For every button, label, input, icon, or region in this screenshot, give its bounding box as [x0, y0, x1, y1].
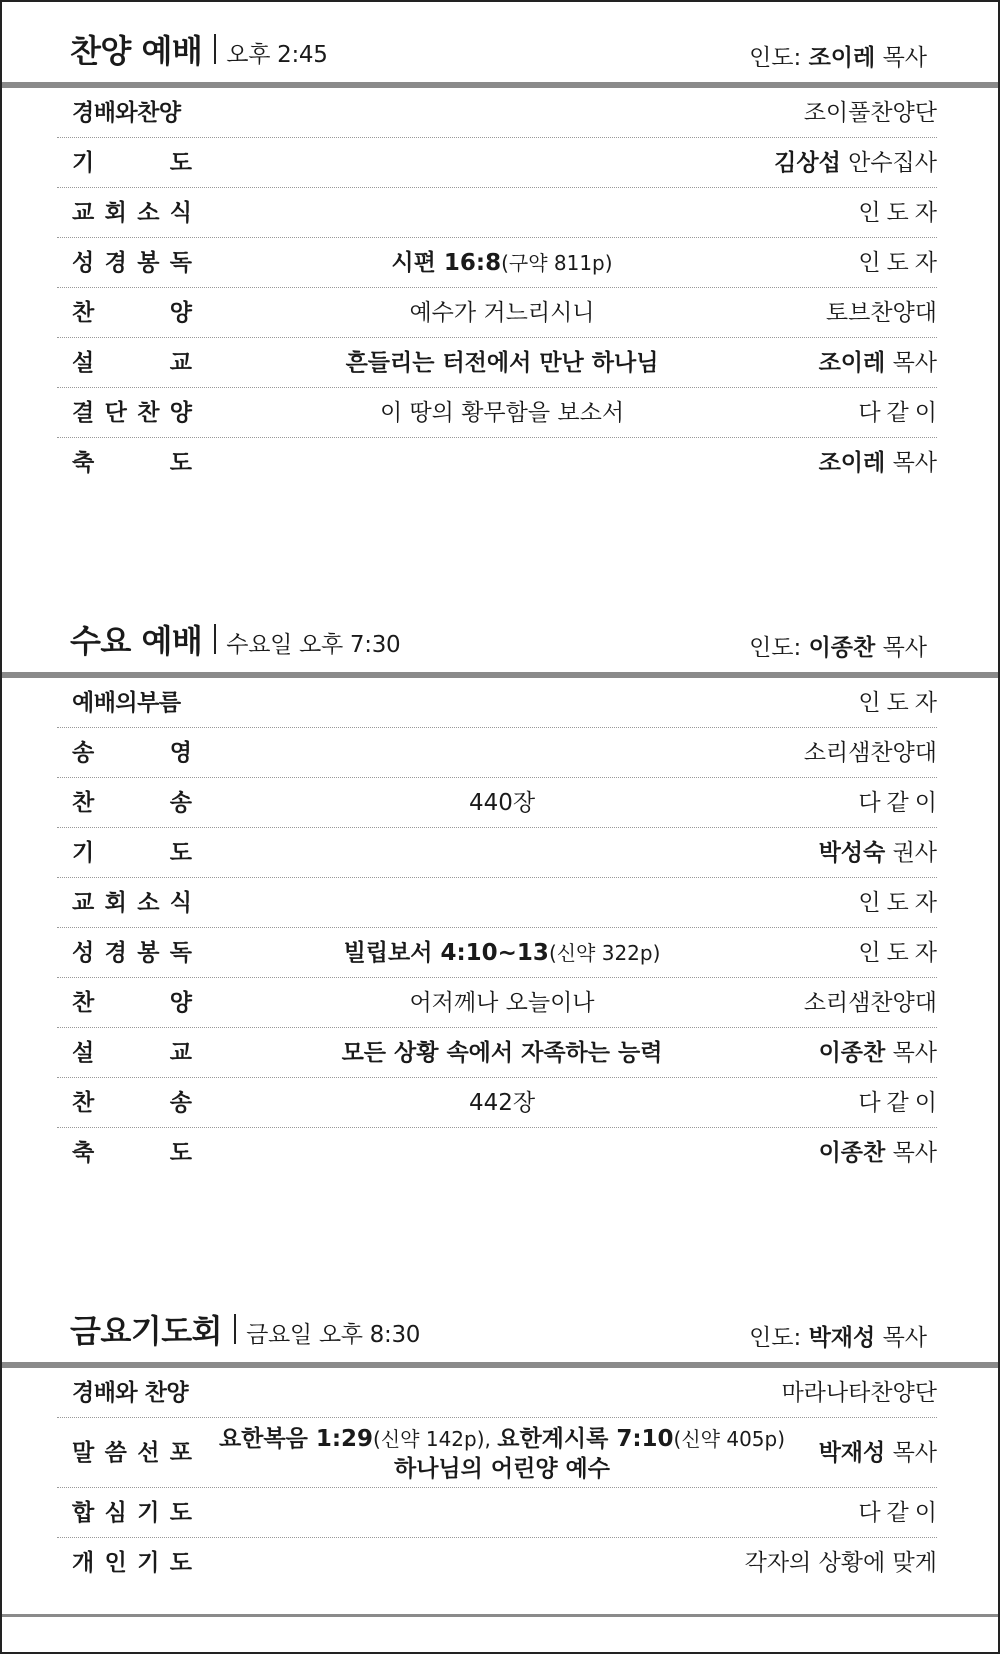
content-text: 예수가 거느리시니: [409, 300, 595, 326]
order-label: [72, 1488, 192, 1538]
label-char: 경: [104, 250, 127, 276]
section-leader: [749, 39, 927, 72]
order-content: [217, 288, 787, 338]
order-person: [858, 388, 943, 438]
order-list: [57, 88, 943, 488]
order-label: [72, 438, 192, 488]
leader-title: 목사: [882, 635, 927, 661]
order-row: [57, 728, 937, 778]
label-char: 포: [169, 1440, 192, 1466]
order-person: [774, 138, 937, 188]
order-person: [858, 778, 943, 828]
order-label: [72, 678, 192, 728]
page-bottom-line: [2, 1614, 1000, 1617]
order-list: [57, 678, 943, 1178]
section-time: 오후 2:45: [226, 42, 328, 68]
label-char: 찬: [72, 300, 95, 326]
order-row: [57, 928, 943, 978]
person-text: 각자의 상황에 맞게: [744, 1550, 937, 1576]
label-char: 양: [169, 300, 192, 326]
label-char: 송: [72, 740, 95, 766]
section-time: 수요일 오후 7:30: [226, 632, 401, 658]
order-content: [217, 878, 787, 928]
person-text: 조이풀찬양단: [803, 100, 937, 126]
label-char: 교: [72, 200, 95, 226]
person-title: 안수집사: [848, 150, 937, 176]
order-label: [72, 138, 192, 188]
label-char: 찬: [72, 790, 95, 816]
person-text: 인도자: [858, 690, 943, 716]
label-char: 도: [169, 1550, 192, 1576]
label-text: 경배와 찬양: [72, 1380, 189, 1406]
order-row: [57, 1028, 937, 1078]
label-char: 독: [169, 250, 192, 276]
person-title: 목사: [892, 1040, 937, 1066]
person-name: 박성숙: [818, 840, 886, 866]
order-label: [72, 88, 192, 138]
order-person: [819, 338, 937, 388]
title-divider: [214, 624, 216, 654]
label-char: 단: [104, 400, 127, 426]
order-person: [804, 88, 937, 138]
person-name: 김상섭: [774, 150, 841, 176]
person-text: 소리샘찬양대: [803, 740, 937, 766]
label-char: 심: [104, 1500, 127, 1526]
order-row: [57, 1418, 937, 1488]
order-person: [819, 1028, 937, 1078]
label-char: 소: [137, 890, 160, 916]
section-header: [2, 22, 1000, 82]
label-char: 교: [72, 890, 95, 916]
order-person: [858, 1078, 943, 1128]
content-text: 440장: [468, 790, 536, 816]
label-char: 기: [72, 150, 95, 176]
section-name: 수요 예배: [70, 622, 203, 660]
label-char: 영: [169, 740, 192, 766]
order-label: [72, 728, 192, 778]
label-char: 양: [169, 400, 192, 426]
order-content: [217, 828, 787, 878]
order-label: [72, 238, 192, 288]
label-char: 양: [169, 990, 192, 1016]
label-char: 인: [104, 1550, 127, 1576]
order-row: [57, 878, 943, 928]
section-time: 금요일 오후 8:30: [246, 1322, 421, 1348]
order-label: [72, 1078, 192, 1128]
person-text: 소리샘찬양대: [803, 990, 937, 1016]
content-text: 어저께나 오늘이나: [409, 990, 595, 1016]
order-content: [217, 1028, 787, 1078]
label-text: 예배의부름: [72, 690, 181, 716]
friday-prayer-section: [2, 1302, 1000, 1622]
wednesday-service-section: [2, 612, 1000, 1172]
order-person: [819, 1128, 937, 1178]
label-char: 개: [72, 1550, 95, 1576]
order-label: [72, 828, 192, 878]
label-char: 봉: [137, 940, 160, 966]
content-bold: 시편 16:8: [391, 250, 502, 276]
label-char: 독: [169, 940, 192, 966]
person-text: 마라나타찬양단: [781, 1380, 937, 1406]
title-divider: [214, 34, 216, 64]
sermon-title: 하나님의 어린양 예수: [394, 1456, 610, 1482]
person-text: 다같이: [858, 400, 943, 426]
leader-prefix: 인도:: [749, 1325, 802, 1351]
order-content: [217, 338, 787, 388]
title-divider: [234, 1314, 236, 1344]
person-text: 인도자: [858, 890, 943, 916]
order-content: [217, 88, 787, 138]
order-row: [57, 338, 937, 388]
order-row: [57, 288, 937, 338]
person-text: 다같이: [858, 790, 943, 816]
order-person: [826, 288, 937, 338]
order-content: [217, 1488, 787, 1538]
label-char: 회: [104, 890, 127, 916]
leader-name: 박재성: [808, 1325, 876, 1351]
order-row: [57, 1078, 943, 1128]
person-text: 인도자: [858, 250, 943, 276]
order-list: [57, 1368, 943, 1588]
label-char: 성: [72, 940, 95, 966]
order-person: [858, 928, 943, 978]
label-char: 송: [169, 1090, 192, 1116]
order-person: [804, 728, 937, 778]
leader-title: 목사: [882, 45, 927, 71]
person-title: 목사: [892, 450, 937, 476]
order-label: [72, 1418, 192, 1488]
label-char: 결: [72, 400, 95, 426]
order-content: [217, 238, 787, 288]
order-row: [57, 678, 943, 728]
label-char: 도: [169, 150, 192, 176]
order-label: [72, 978, 192, 1028]
section-leader: [749, 1319, 927, 1352]
order-content: [217, 678, 787, 728]
section-name: 금요기도회: [70, 1312, 223, 1350]
order-person: [858, 188, 943, 238]
order-content: [217, 438, 787, 488]
person-text: 인도자: [858, 200, 943, 226]
leader-prefix: 인도:: [749, 45, 802, 71]
label-char: 축: [72, 450, 95, 476]
label-char: 교: [169, 350, 192, 376]
person-text: 토브찬양대: [825, 300, 937, 326]
label-char: 식: [169, 890, 192, 916]
order-label: [72, 1128, 192, 1178]
order-row: [57, 1538, 937, 1588]
label-char: 성: [72, 250, 95, 276]
label-char: 말: [72, 1440, 95, 1466]
label-char: 찬: [72, 1090, 95, 1116]
order-label: [72, 288, 192, 338]
order-row: [57, 1128, 937, 1178]
order-content: [217, 1538, 787, 1588]
order-content: [217, 1368, 787, 1418]
order-content: [217, 928, 787, 978]
order-label: [72, 878, 192, 928]
leader-name: 이종찬: [808, 635, 876, 661]
section-leader: [749, 629, 927, 662]
order-row: [57, 1368, 937, 1418]
content-text: 442장: [468, 1090, 536, 1116]
label-char: 찬: [72, 990, 95, 1016]
person-title: 목사: [892, 1440, 937, 1466]
order-person: [858, 238, 943, 288]
order-label: [72, 928, 192, 978]
order-label: [72, 778, 192, 828]
label-char: 도: [169, 1140, 192, 1166]
label-char: 교: [169, 1040, 192, 1066]
section-title: [70, 26, 328, 72]
order-content: [217, 1418, 787, 1488]
order-label: [72, 1368, 192, 1418]
order-person: [858, 678, 943, 728]
person-name: 박재성: [818, 1440, 886, 1466]
label-char: 회: [104, 200, 127, 226]
order-row: [57, 138, 937, 188]
label-char: 경: [104, 940, 127, 966]
order-person: [858, 878, 943, 928]
leader-name: 조이레: [808, 45, 876, 71]
label-char: 기: [137, 1550, 160, 1576]
order-label: [72, 188, 192, 238]
label-char: 축: [72, 1140, 95, 1166]
section-title: [70, 616, 400, 662]
content-bold: 흔들리는 터전에서 만난 하나님: [345, 350, 659, 376]
order-person: [858, 1488, 943, 1538]
person-title: 목사: [892, 1140, 937, 1166]
person-name: 조이레: [818, 450, 886, 476]
person-name: 이종찬: [818, 1140, 886, 1166]
order-label: [72, 388, 192, 438]
label-char: 봉: [137, 250, 160, 276]
order-content: [217, 138, 787, 188]
section-header: [2, 1302, 1000, 1362]
person-text: 다같이: [858, 1500, 943, 1526]
content-line-1: [217, 1424, 787, 1454]
person-name: 이종찬: [818, 1040, 886, 1066]
label-char: 소: [137, 200, 160, 226]
order-row: [57, 88, 937, 138]
label-char: 도: [169, 1500, 192, 1526]
order-content: [217, 188, 787, 238]
order-label: [72, 1028, 192, 1078]
scripture-page: (신약 405p): [673, 1427, 786, 1451]
label-char: 설: [72, 350, 95, 376]
person-name: 조이레: [818, 350, 886, 376]
order-content: [217, 388, 787, 438]
order-row: [57, 238, 943, 288]
scripture-ref: 요한복음 1:29: [218, 1426, 374, 1452]
order-person: [819, 828, 937, 878]
label-text: 경배와찬양: [72, 100, 181, 126]
order-person: [781, 1368, 937, 1418]
label-char: 도: [169, 840, 192, 866]
order-row: [57, 388, 943, 438]
section-name: 찬양 예배: [70, 32, 203, 70]
content-bold: 모든 상황 속에서 자족하는 능력: [341, 1040, 663, 1066]
order-row: [57, 778, 943, 828]
label-char: 찬: [137, 400, 160, 426]
order-label: [72, 338, 192, 388]
scripture-page: (신약 142p),: [373, 1427, 498, 1451]
label-char: 합: [72, 1500, 95, 1526]
order-row: [57, 978, 937, 1028]
leader-prefix: 인도:: [749, 635, 802, 661]
order-content: [217, 978, 787, 1028]
order-row: [57, 1488, 943, 1538]
section-title: [70, 1306, 420, 1352]
content-text: 이 땅의 황무함을 보소서: [379, 400, 625, 426]
label-char: 기: [72, 840, 95, 866]
scripture-ref: 요한계시록 7:10: [497, 1426, 674, 1452]
order-row: [57, 188, 943, 238]
order-label: [72, 1538, 192, 1588]
order-content: [217, 1078, 787, 1128]
order-content: [217, 778, 787, 828]
section-header: [2, 612, 1000, 672]
person-text: 다같이: [858, 1090, 943, 1116]
label-char: 설: [72, 1040, 95, 1066]
content-text: (신약 322p): [548, 941, 661, 965]
label-char: 씀: [104, 1440, 127, 1466]
label-char: 기: [137, 1500, 160, 1526]
order-person: [819, 438, 937, 488]
label-char: 식: [169, 200, 192, 226]
order-person: [745, 1538, 937, 1588]
order-row: [57, 438, 937, 488]
order-content: [217, 728, 787, 778]
label-char: 송: [169, 790, 192, 816]
order-person: [819, 1418, 937, 1488]
leader-title: 목사: [882, 1325, 927, 1351]
order-person: [804, 978, 937, 1028]
person-title: 권사: [892, 840, 937, 866]
content-bold: 빌립보서 4:10~13: [343, 940, 549, 966]
content-text: (구약 811p): [501, 251, 613, 275]
order-row: [57, 828, 937, 878]
person-text: 인도자: [858, 940, 943, 966]
order-content: [217, 1128, 787, 1178]
praise-service-section: [2, 22, 1000, 482]
person-title: 목사: [892, 350, 937, 376]
label-char: 도: [169, 450, 192, 476]
label-char: 선: [137, 1440, 160, 1466]
